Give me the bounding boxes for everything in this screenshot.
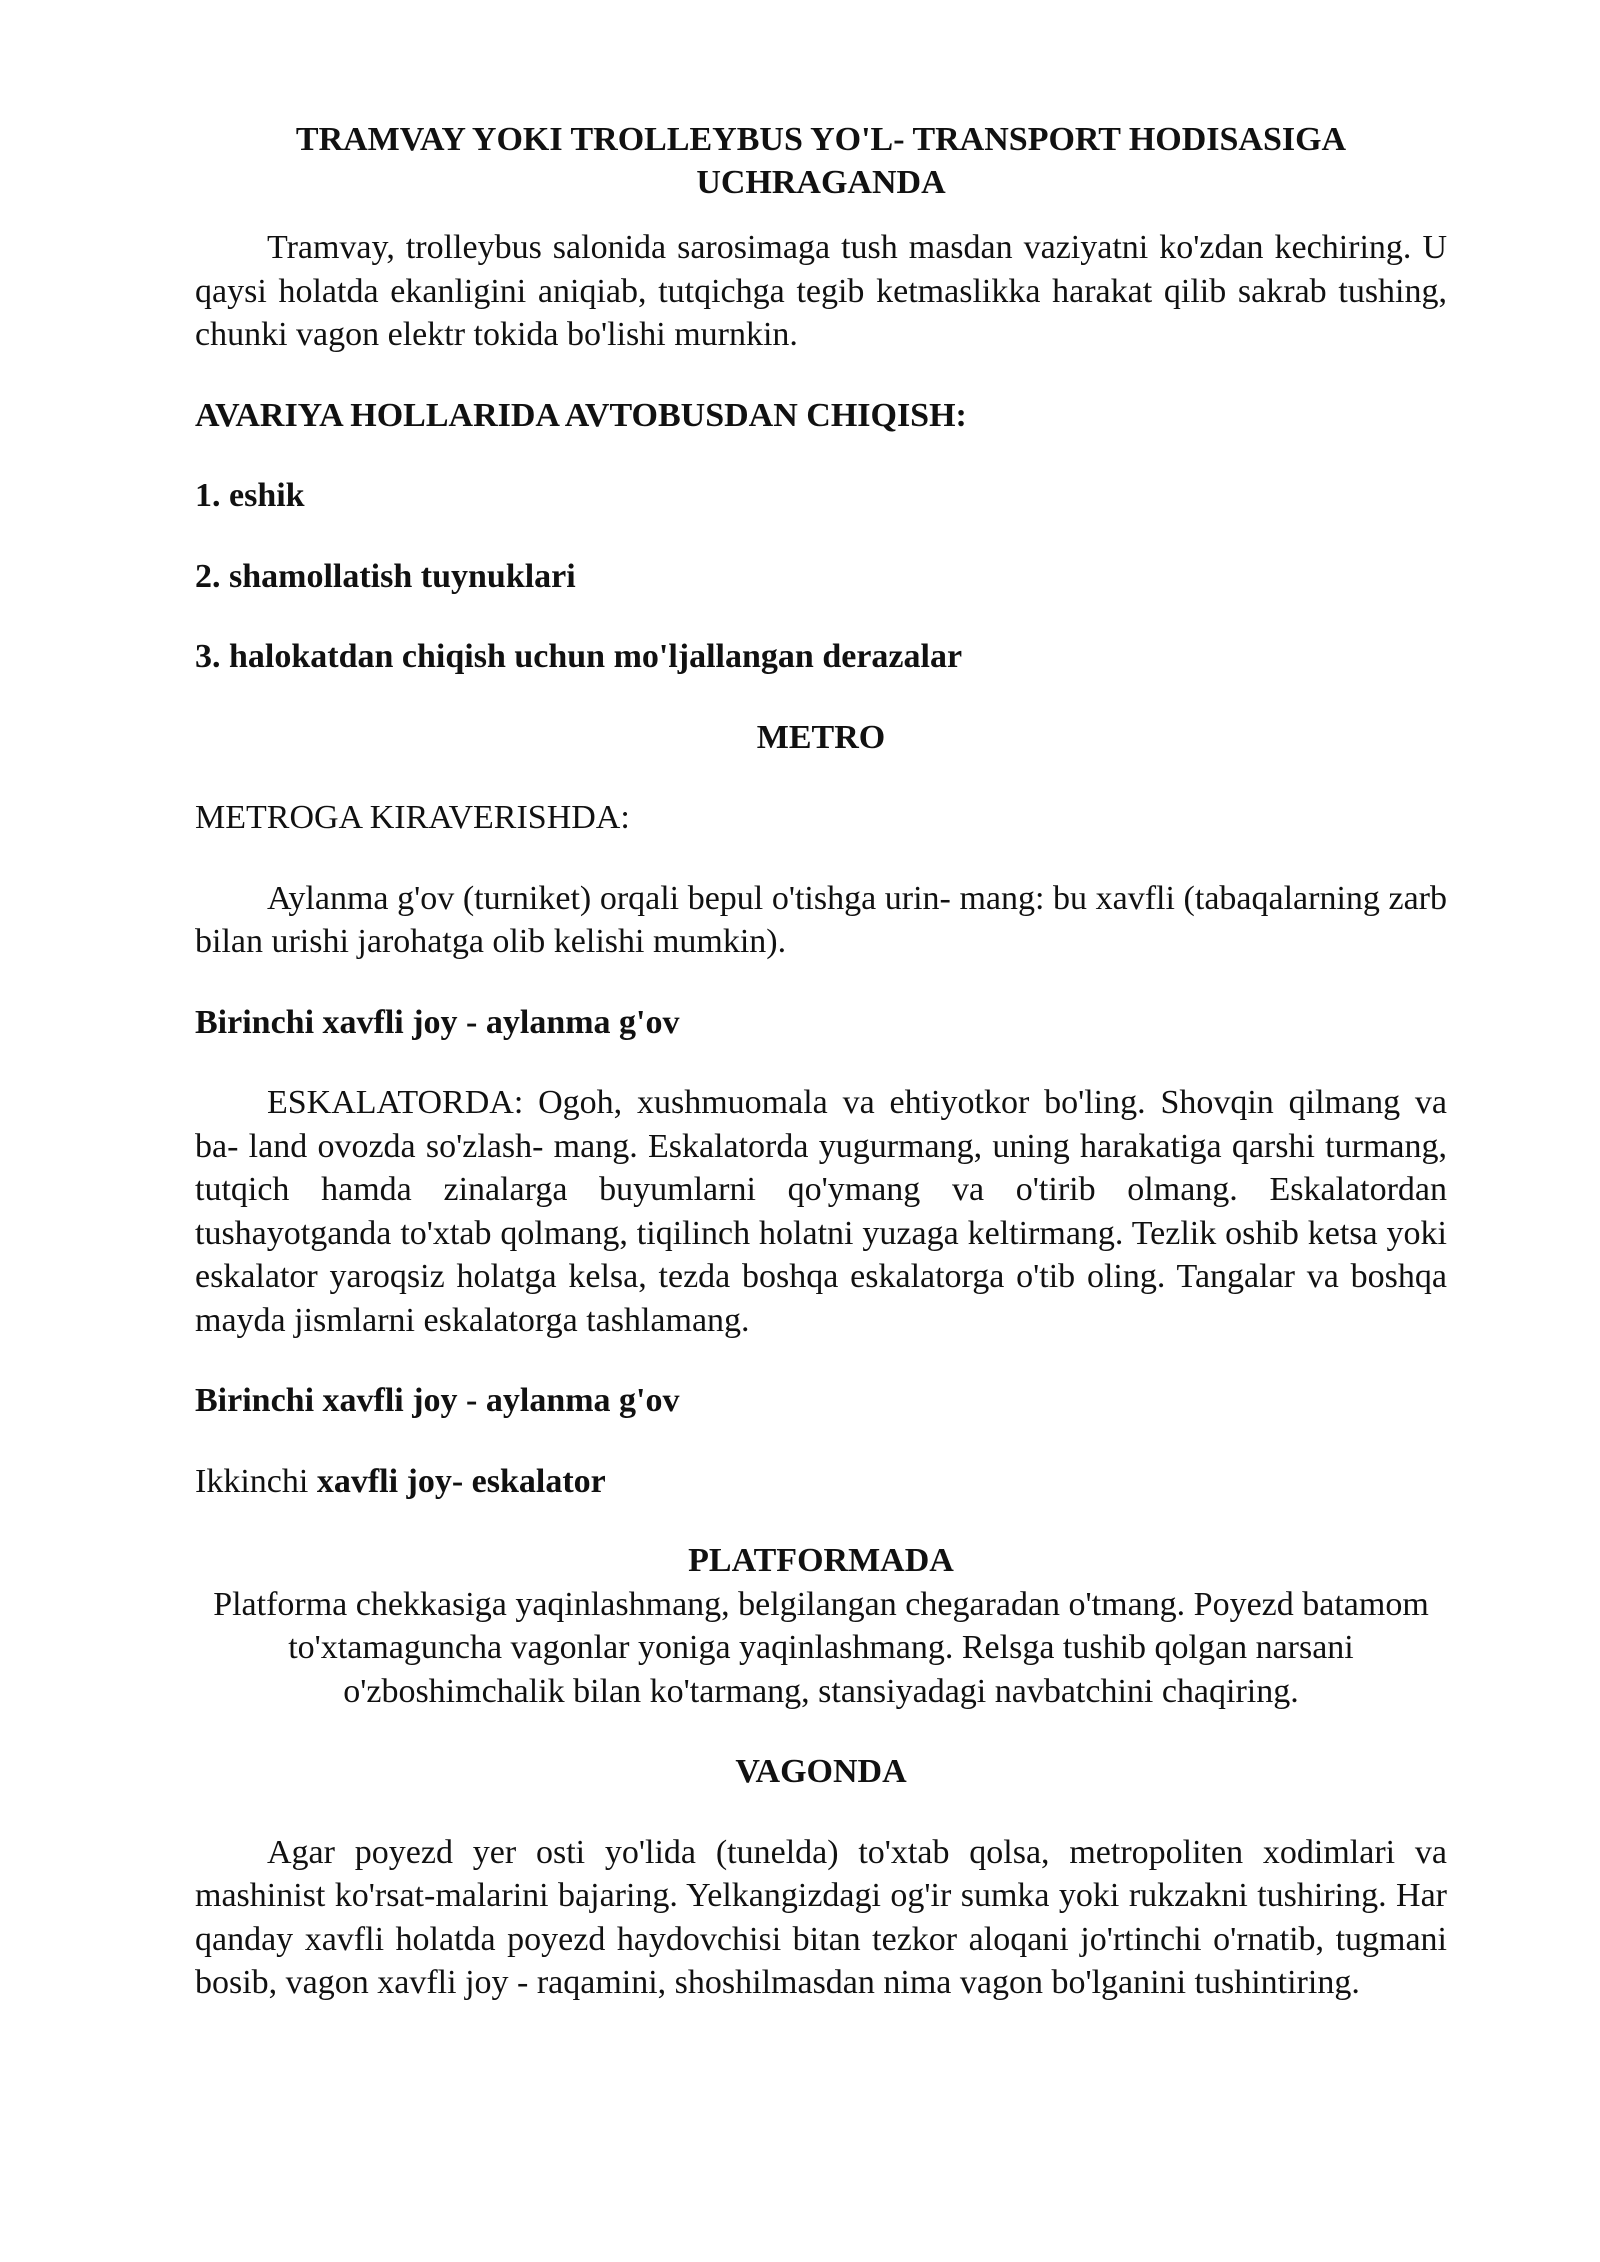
- avariya-heading: AVARIYA HOLLARIDA AVTOBUSDAN CHIQISH:: [195, 396, 967, 434]
- spacer: [195, 1044, 1447, 1081]
- document-page: [195, 118, 1447, 2005]
- second-danger-bold: xavfli joy- eskalator: [316, 1462, 606, 1500]
- metro-entry-paragraph: Aylanma g'ov (turniket) orqali bepul o'tishga urin- mang: bu xavfli (tabaqalarning zarb bilan urishi jarohatga olib kelishi mumkin).: [195, 879, 1447, 960]
- vagon-heading: VAGONDA: [735, 1753, 907, 1790]
- platform-paragraph: Platforma chekkasiga yaqinlashmang, belgilangan chegaradan o'tmang. Poyezd batamom to'xtamaguncha vagonlar yoniga yaqinlashmang. Relsga tushib qolgan narsani o'zboshimchalik bilan ko'tarmang, stansiyadagi navbatchini chaqiring.: [213, 1585, 1429, 1710]
- spacer: [195, 1342, 1447, 1379]
- spacer: [195, 518, 1447, 555]
- intro-paragraph: Tramvay, trolleybus salonida sarosimaga tush masdan vaziyatni ko'zdan kechiring. U qaysi holatda ekanligini aniqiab, tutqichga tegib ketmaslikka harakat qilib sakrab tushing, chunki vagon elektr tokida bo'lishi murnkin.: [195, 229, 1447, 353]
- avariya-item-3: 3. halokatdan chiqish uchun mo'ljallangan derazalar: [195, 638, 963, 675]
- escalator-paragraph: ESKALATORDA: Ogoh, xushmuomala va ehtiyotkor bo'ling. Shovqin qilmang va ba- land ovozda so'zlash- mang. Eskalatorda yugurmang, uning harakatiga qarshi turmang, tutqich hamda zinalarga buyumlarni qo'ymang va o'tirib olmang. Eskalatordan tushayotganda to'xtab qolmang, tiqilinch holatni yuzaga keltirmang. Tezlik oshib ketsa yoki eskalator yaroqsiz holatga kelsa, tezda boshqa eskalatorga o'tib oling. Tangalar va boshqa mayda jismlarni eskalatorga tashlamang.: [195, 1084, 1447, 1339]
- spacer: [195, 598, 1447, 635]
- second-danger-label: [195, 1460, 1447, 1504]
- spacer: [195, 759, 1447, 796]
- spacer: [195, 840, 1447, 877]
- spacer: [195, 1713, 1447, 1750]
- second-danger-prefix: Ikkinchi: [195, 1462, 309, 1500]
- spacer: [195, 964, 1447, 1001]
- platform-heading: PLATFORMADA: [688, 1542, 954, 1579]
- spacer: [195, 1423, 1447, 1460]
- first-danger-repeat-label: Birinchi xavfli joy - aylanma g'ov: [195, 1382, 680, 1419]
- spacer: [195, 1503, 1447, 1539]
- spacer: [195, 437, 1447, 474]
- spacer: [195, 679, 1447, 716]
- document-title: TRAMVAY YOKI TROLLEYBUS YO'L- TRANSPORT HODISASIGA UCHRAGANDA: [295, 121, 1347, 201]
- spacer: [195, 357, 1447, 394]
- spacer: [195, 1794, 1447, 1831]
- metro-heading: METRO: [756, 718, 886, 756]
- vagon-paragraph: Agar poyezd yer osti yo'lida (tunelda) to'xtab qolsa, metropoliten xodimlari va mashinist ko'rsat-malarini bajaring. Yelkangizdagi og'ir sumka yoki rukzakni tushiring. Har qanday xavfli holatda poyezd haydovchisi bitan tezkor aloqani jo'rtinchi o'rnatib, tugmani bosib, vagon xavfli joy - raqamini, shoshilmasdan nima vagon bo'lganini tushintiring.: [195, 1833, 1447, 2001]
- metro-entry-label: METROGA KIRAVERISHDA:: [195, 799, 630, 836]
- first-danger-label: Birinchi xavfli joy - aylanma g'ov: [195, 1003, 680, 1041]
- avariya-item-1: 1. eshik: [195, 477, 305, 514]
- avariya-item-2: 2. shamollatish tuynuklari: [195, 557, 576, 595]
